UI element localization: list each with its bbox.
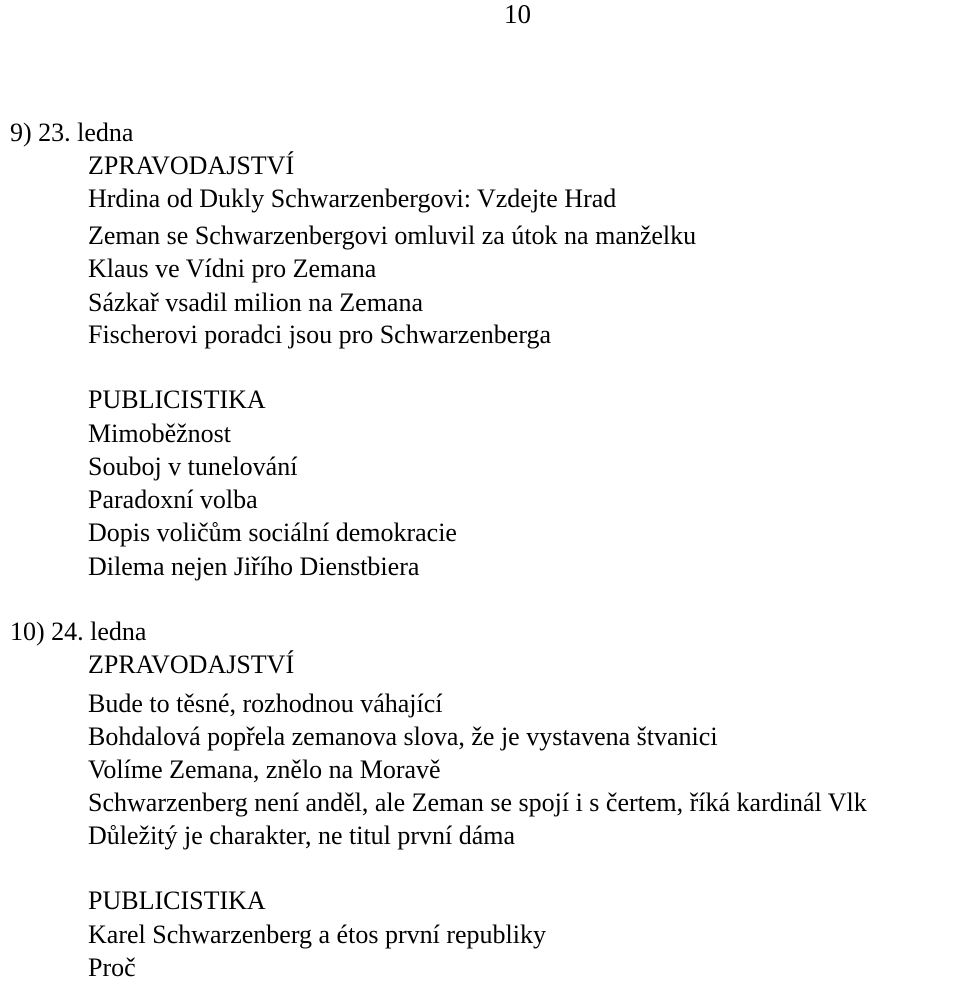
list-item: Paradoxní volba bbox=[88, 485, 258, 514]
list-item: Zeman se Schwarzenbergovi omluvil za útok na manželku bbox=[88, 221, 697, 250]
list-item: Sázkař vsadil milion na Zemana bbox=[88, 288, 424, 317]
entry-date: 10) 24. ledna bbox=[10, 617, 147, 646]
section-heading-zpravodajstvi: ZPRAVODAJSTVÍ bbox=[88, 151, 295, 180]
list-item: Bohdalová popřela zemanova slova, že je vystavena štvanici bbox=[88, 722, 718, 751]
list-item: Mimoběžnost bbox=[88, 419, 231, 448]
list-item: Hrdina od Dukly Schwarzenbergovi: Vzdejte Hrad bbox=[88, 184, 617, 213]
list-item: Proč bbox=[88, 953, 136, 982]
list-item: Důležitý je charakter, ne titul první dáma bbox=[88, 821, 516, 850]
list-item: Bude to těsné, rozhodnou váhající bbox=[88, 689, 443, 718]
list-item: Souboj v tunelování bbox=[88, 452, 298, 481]
list-item: Volíme Zemana, znělo na Moravě bbox=[88, 755, 441, 784]
list-item: Karel Schwarzenberg a étos první republiky bbox=[88, 920, 546, 949]
list-item: Schwarzenberg není anděl, ale Zeman se spojí i s čertem, říká kardinál Vlk bbox=[88, 788, 867, 817]
list-item: Dilema nejen Jiřího Dienstbiera bbox=[88, 552, 420, 581]
section-heading-zpravodajstvi: ZPRAVODAJSTVÍ bbox=[88, 650, 295, 679]
section-heading-publicistika: PUBLICISTIKA bbox=[88, 886, 266, 915]
list-item: Dopis voličům sociální demokracie bbox=[88, 518, 457, 547]
entry-date: 9) 23. ledna bbox=[10, 118, 134, 147]
list-item: Fischerovi poradci jsou pro Schwarzenberga bbox=[88, 320, 552, 349]
list-item: Klaus ve Vídni pro Zemana bbox=[88, 254, 377, 283]
section-heading-publicistika: PUBLICISTIKA bbox=[88, 385, 266, 414]
page-number: 10 bbox=[504, 0, 531, 29]
